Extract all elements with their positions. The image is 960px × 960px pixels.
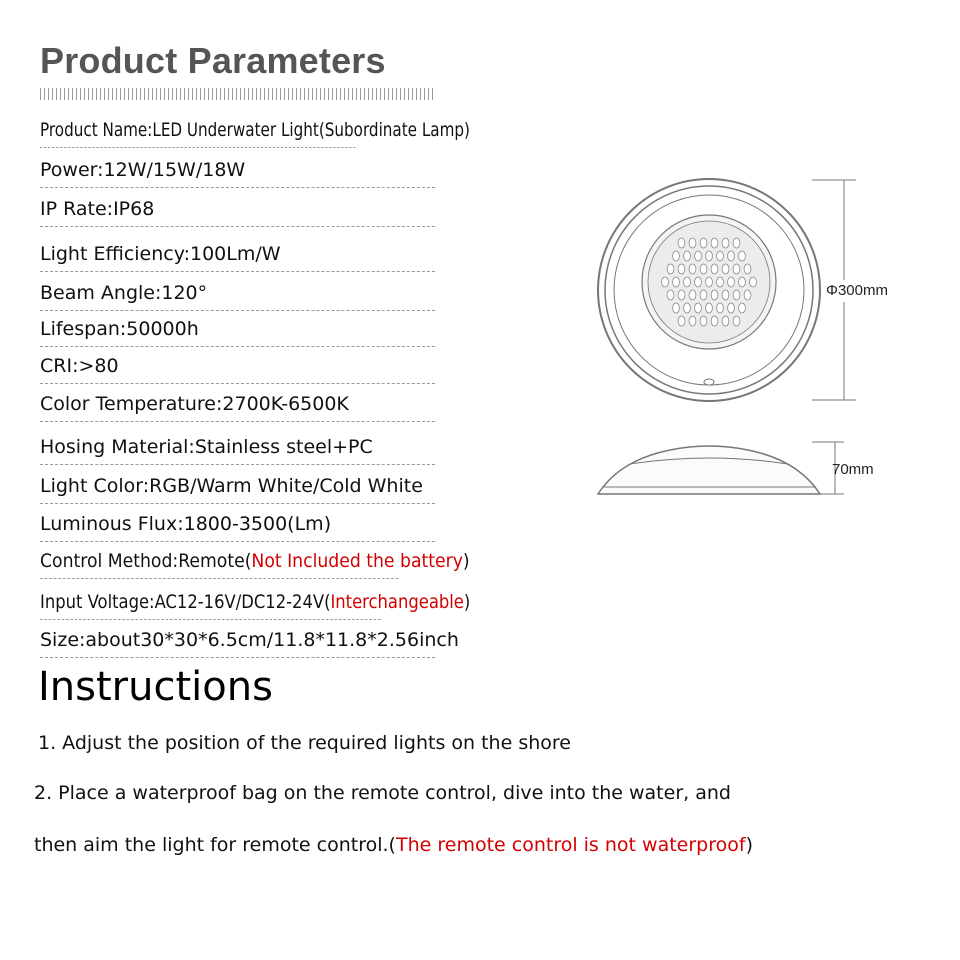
- led-grid: [662, 238, 757, 326]
- param-beam-angle: Beam Angle:120°: [40, 281, 435, 311]
- led-dot: [684, 303, 691, 313]
- led-dot: [700, 238, 707, 248]
- led-dot: [722, 264, 729, 274]
- param-color-temperature: Color Temperature:2700K-6500K: [40, 392, 435, 422]
- instruction-step-2-text: then aim the light for remote control.(: [34, 834, 396, 856]
- led-dot: [733, 238, 740, 248]
- led-dot: [728, 303, 735, 313]
- led-dot: [678, 316, 685, 326]
- led-dot: [700, 316, 707, 326]
- led-dot: [695, 251, 702, 261]
- instruction-step-2-continued: [34, 834, 753, 856]
- param-housing-material: Hosing Material:Stainless steel+PC: [40, 435, 435, 465]
- led-dot: [744, 290, 751, 300]
- led-dot: [700, 264, 707, 274]
- led-dot: [673, 303, 680, 313]
- led-dot: [684, 251, 691, 261]
- led-dot: [706, 251, 713, 261]
- param-cri: CRI:>80: [40, 354, 435, 384]
- led-dot: [667, 264, 674, 274]
- instruction-warning-close: ): [745, 834, 753, 856]
- param-light-color: Light Color:RGB/Warm White/Cold White: [40, 474, 435, 504]
- led-dot: [689, 290, 696, 300]
- led-dot: [733, 316, 740, 326]
- led-dot: [717, 303, 724, 313]
- led-dot: [750, 277, 757, 287]
- led-dot: [706, 277, 713, 287]
- param-control-method-label: Control Method:Remote(: [40, 550, 252, 572]
- led-dot: [706, 303, 713, 313]
- led-dot: [711, 238, 718, 248]
- instructions-heading: Instructions: [38, 664, 273, 710]
- led-dot: [700, 290, 707, 300]
- lamp-side-view: [598, 442, 844, 494]
- lamp-top-view: [598, 179, 820, 401]
- diameter-label: Φ300mm: [826, 282, 888, 299]
- led-dot: [678, 290, 685, 300]
- instruction-step-1: 1. Adjust the position of the required lights on the shore: [38, 732, 571, 754]
- instruction-step-2: 2. Place a waterproof bag on the remote control, dive into the water, and: [34, 782, 731, 804]
- led-dot: [728, 277, 735, 287]
- led-dot: [744, 264, 751, 274]
- height-label: 70mm: [832, 461, 874, 478]
- led-dot: [711, 290, 718, 300]
- param-power: Power:12W/15W/18W: [40, 158, 435, 188]
- led-dot: [733, 264, 740, 274]
- param-input-voltage: [40, 590, 471, 620]
- led-dot: [678, 238, 685, 248]
- led-dot: [662, 277, 669, 287]
- led-dot: [695, 303, 702, 313]
- lamp-drawing: [580, 160, 960, 520]
- led-dot: [689, 238, 696, 248]
- led-dot: [739, 277, 746, 287]
- param-input-voltage-label: Input Voltage:AC12-16V/DC12-24V(: [40, 591, 331, 613]
- led-dot: [711, 316, 718, 326]
- led-dot: [667, 290, 674, 300]
- led-dot: [722, 238, 729, 248]
- param-input-voltage-close: ): [463, 591, 471, 613]
- led-dot: [689, 264, 696, 274]
- param-product-name: Product Name:LED Underwater Light(Subordinate Lamp): [40, 118, 356, 148]
- led-dot: [722, 290, 729, 300]
- led-dot: [711, 264, 718, 274]
- instruction-warning: The remote control is not waterproof: [395, 834, 746, 856]
- led-dot: [678, 264, 685, 274]
- param-lifespan: Lifespan:50000h: [40, 317, 435, 347]
- title-divider: [40, 88, 435, 100]
- led-dot: [722, 316, 729, 326]
- param-control-method-close: ): [462, 550, 470, 572]
- led-dot: [673, 277, 680, 287]
- led-dot: [673, 251, 680, 261]
- led-dot: [717, 277, 724, 287]
- led-dot: [733, 290, 740, 300]
- led-dot: [728, 251, 735, 261]
- led-dot: [739, 251, 746, 261]
- param-light-efficiency: Light Efficiency:100Lm/W: [40, 242, 435, 272]
- param-ip-rate: IP Rate:IP68: [40, 197, 435, 227]
- param-size: Size:about30*30*6.5cm/11.8*11.8*2.56inch: [40, 628, 435, 658]
- led-dot: [689, 316, 696, 326]
- led-dot: [684, 277, 691, 287]
- param-input-voltage-note: Interchangeable: [330, 591, 464, 613]
- led-dot: [717, 251, 724, 261]
- param-control-method-note: Not Included the battery: [251, 550, 463, 572]
- param-luminous-flux: Luminous Flux:1800-3500(Lm): [40, 512, 435, 542]
- led-dot: [695, 277, 702, 287]
- product-diagram: [580, 160, 960, 520]
- page-title: Product Parameters: [40, 40, 386, 81]
- led-dot: [739, 303, 746, 313]
- param-control-method: [40, 549, 470, 579]
